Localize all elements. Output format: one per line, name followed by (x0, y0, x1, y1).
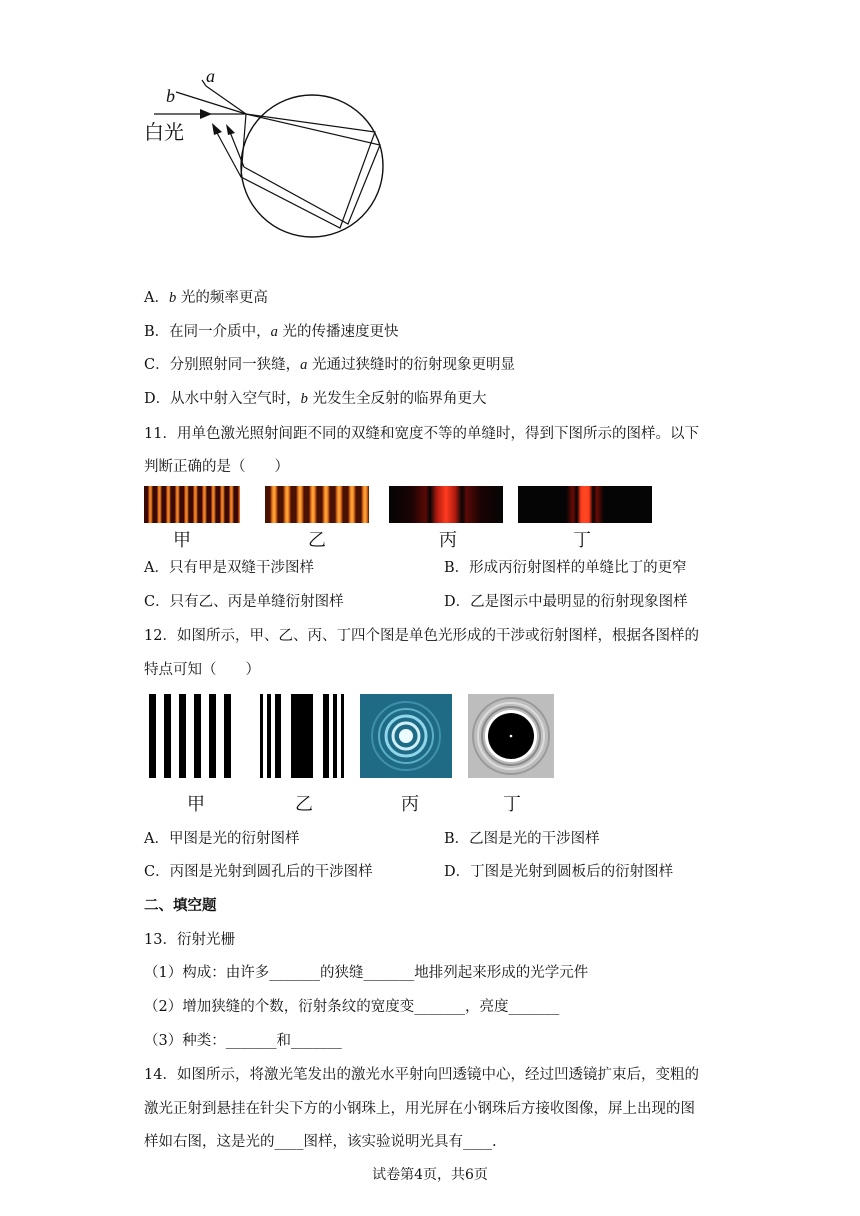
option-text: 光通过狭缝时的衍射现象更明显 (307, 357, 515, 373)
q13-line2: （2）增加狭缝的个数，衍射条纹的宽度变_______，亮度_______ (144, 999, 560, 1015)
q11-option-a: A．只有甲是双缝干涉图样 (144, 560, 314, 576)
option-text: 光发生全反射的临界角更大 (307, 391, 487, 407)
q12-label-bing: 丙 (401, 794, 419, 815)
pattern-jia-equal-bars (146, 694, 238, 778)
pattern-strip-bing (389, 486, 503, 523)
pattern-bing-hole-rings (360, 694, 452, 778)
option-prefix: 从水中射入空气时， (170, 391, 301, 407)
q11-option-d: D．乙是图示中最明显的衍射现象图样 (444, 594, 688, 610)
white-light-label: 白光 (144, 120, 184, 144)
q10-option-a (144, 288, 268, 308)
q11-option-b: B．形成丙衍射图样的单缝比丁的更窄 (444, 560, 687, 576)
q12-option-c: C．丙图是光射到圆孔后的干涉图样 (144, 864, 373, 880)
q13-title: 13．衍射光栅 (144, 932, 235, 948)
pattern-strip-ding (518, 486, 652, 523)
q14-line2: 激光正射到悬挂在针尖下方的小钢珠上，用光屏在小钢珠后方接收图像，屏上出现的图 (144, 1101, 695, 1117)
pattern-strip-yi (265, 486, 369, 523)
q14-line3: 样如右图，这是光的____图样，该实验说明光具有____. (144, 1134, 497, 1150)
q11-label-jia: 甲 (173, 530, 191, 551)
option-variable: a (300, 357, 308, 373)
pattern-ding-disk-shadow (468, 694, 554, 778)
q10-option-c (144, 355, 515, 375)
page-footer: 试卷第4页，共6页 (372, 1167, 488, 1183)
option-variable: a (270, 324, 278, 340)
option-text: 光的频率更高 (176, 290, 268, 306)
q11-label-ding: 丁 (573, 530, 591, 551)
q12-stem-line2: 特点可知（ ） (144, 662, 260, 678)
option-text: 光的传播速度更快 (277, 324, 399, 340)
q14-line1: 14．如图所示，将激光笔发出的激光水平射向凹透镜中心，经过凹透镜扩束后，变粗的 (144, 1067, 699, 1083)
q12-option-a: A．甲图是光的衍射图样 (144, 831, 300, 847)
q11-stem-line1: 11．用单色激光照射间距不同的双缝和宽度不等的单缝时，得到下图所示的图样。以下 (144, 426, 699, 442)
ray-label-a: a (206, 66, 215, 86)
q10-option-b (144, 322, 399, 342)
q10-option-d (144, 389, 487, 409)
option-prefix: 分别照射同一狭缝， (169, 357, 301, 373)
q11-option-c: C．只有乙、丙是单缝衍射图样 (144, 594, 344, 610)
option-letter: D． (144, 391, 171, 407)
q12-label-ding: 丁 (503, 794, 521, 815)
q13-line3: （3）种类：_______和_______ (144, 1033, 342, 1049)
option-variable: b (300, 391, 308, 407)
section-title-fill-blank: 二、填空题 (144, 897, 217, 914)
q12-label-yi: 乙 (295, 794, 313, 815)
q13-line1: （1）构成：由许多_______的狭缝_______地排列起来形成的光学元件 (144, 965, 589, 981)
optics-circle-figure (140, 62, 400, 242)
q11-label-yi: 乙 (308, 530, 326, 551)
q12-label-jia: 甲 (187, 794, 205, 815)
q12-stem-line1: 12．如图所示，甲、乙、丙、丁四个图是单色光形成的干涉或衍射图样，根据各图样的 (144, 628, 699, 644)
option-variable: b (168, 290, 177, 306)
option-letter: A． (144, 290, 169, 306)
q12-option-b: B．乙图是光的干涉图样 (444, 831, 600, 847)
pattern-strip-jia (144, 486, 240, 523)
pattern-yi-diffraction-bars (258, 694, 348, 778)
ray-label-b: b (166, 86, 175, 106)
option-prefix: 在同一介质中， (169, 324, 271, 340)
q11-label-bing: 丙 (439, 530, 457, 551)
option-letter: C． (144, 357, 170, 373)
q12-option-d: D．丁图是光射到圆板后的衍射图样 (444, 864, 674, 880)
option-letter: B． (144, 324, 170, 340)
q11-stem-line2: 判断正确的是（ ） (144, 459, 289, 475)
